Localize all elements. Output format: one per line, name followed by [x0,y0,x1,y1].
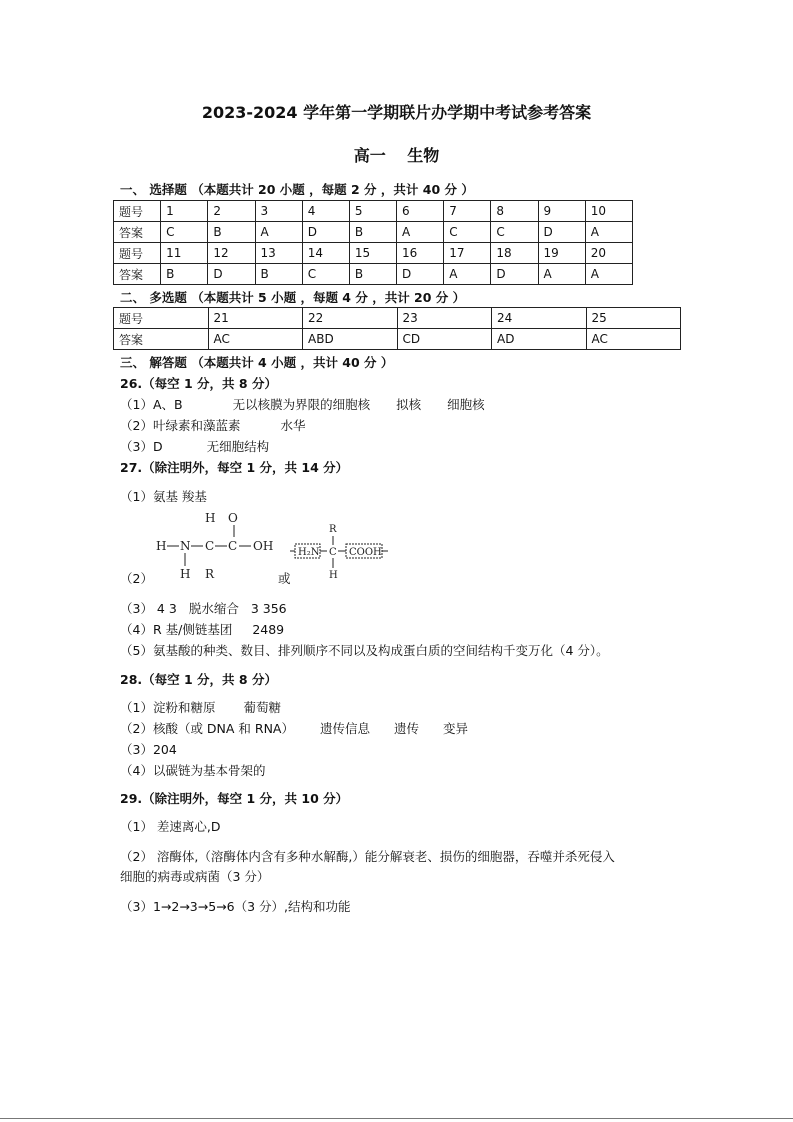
table-cell: 8 [491,201,538,222]
page-bottom-rule [0,1118,793,1119]
table-row-header: 题号 [114,243,161,264]
q27-heading: 27.（除注明外，每空 1 分，共 14 分） [120,460,349,475]
q29-heading: 29.（除注明外，每空 1 分，共 10 分） [120,791,349,806]
q28-answer-4: （4）以碳链为基本骨架的 [120,763,266,778]
table-cell: 11 [161,243,208,264]
table-row-header: 答案 [114,264,161,285]
table-cell: 22 [303,308,398,329]
table-cell: 5 [349,201,396,222]
formula-o-top: O [228,511,238,525]
table-cell: C [161,222,208,243]
section2-table [113,307,681,350]
table-cell: 20 [585,243,632,264]
table-cell: D [491,264,538,285]
q29-answer-2-line1: （2） 溶酶体,（溶酶体内含有多种水解酶,）能分解衰老、损伤的细胞器，吞噬并杀死侵入 [120,849,615,864]
formula2-r: R [329,524,337,535]
table-cell: B [349,222,396,243]
q28-answer-3: （3）204 [120,742,177,757]
table-cell: AD [492,329,587,350]
q27-answer-2-or: 或 [278,571,291,586]
q29-answer-1: （1） 差速离心,D [120,819,221,834]
q26-answer-1: （1）A、B 无以核膜为界限的细胞核 拟核 细胞核 [120,397,485,412]
table-cell: C [491,222,538,243]
table-cell: 6 [397,201,444,222]
table-cell: AC [208,329,303,350]
q27-answer-1: （1）氨基 羧基 [120,489,207,504]
table-cell: A [585,222,632,243]
table-row [114,264,633,285]
table-cell: 14 [302,243,349,264]
table-cell: 18 [491,243,538,264]
table-cell: 2 [208,201,255,222]
formula-r: R [205,567,215,581]
formula-h-top: H [205,511,216,525]
q29-answer-3: （3）1→2→3→5→6（3 分）,结构和功能 [120,899,351,914]
formula-h-bottom: H [180,567,191,581]
table-row [114,201,633,222]
table-cell: 7 [444,201,491,222]
q26-answer-3: （3）D 无细胞结构 [120,439,270,454]
q28-answer-2: （2）核酸（或 DNA 和 RNA） 遗传信息 遗传 变异 [120,721,469,736]
q28-answer-1: （1）淀粉和糖原 葡萄糖 [120,700,281,715]
table-cell: A [255,222,302,243]
table-cell: C [444,222,491,243]
table-cell: 23 [397,308,492,329]
formula-h-left: H [156,539,167,553]
table-cell: 3 [255,201,302,222]
table-cell: 1 [161,201,208,222]
q26-answer-2: （2）叶绿素和藻蓝素 水华 [120,418,306,433]
table-cell: A [444,264,491,285]
table-cell: 19 [538,243,585,264]
table-cell: B [208,222,255,243]
table-cell: CD [397,329,492,350]
table-row-header: 答案 [114,222,161,243]
q29-answer-2-line2: 细胞的病毒或病菌（3 分） [120,869,270,884]
table-cell: C [302,264,349,285]
table-cell: 21 [208,308,303,329]
table-cell: 16 [397,243,444,264]
section1-table [113,200,633,285]
q27-answer-2-label: （2） [120,571,153,586]
table-cell: 4 [302,201,349,222]
table-cell: 24 [492,308,587,329]
q27-answer-3: （3） 4 3 脱水缩合 3 356 [120,601,287,616]
table-row-header: 题号 [114,201,161,222]
table-cell: D [538,222,585,243]
q27-answer-4: （4）R 基/侧链基团 2489 [120,622,285,637]
table-cell: D [302,222,349,243]
table-cell: 17 [444,243,491,264]
formula-c-alpha: C [205,539,215,553]
table-cell: 10 [585,201,632,222]
formula2-h2n: H₂N [298,547,320,558]
table-row [114,329,681,350]
formula2-cooh: COOH [349,547,382,558]
formula-c-carboxyl: C [228,539,238,553]
q26-heading: 26.（每空 1 分，共 8 分） [120,376,277,391]
table-cell: 25 [586,308,681,329]
q28-heading: 28.（每空 1 分，共 8 分） [120,672,277,687]
amino-acid-structure-formula [150,508,400,583]
table-cell: AC [586,329,681,350]
table-cell: B [255,264,302,285]
table-row [114,308,681,329]
formula-n: N [180,539,191,553]
table-cell: 12 [208,243,255,264]
table-cell: D [397,264,444,285]
table-cell: B [161,264,208,285]
page-title: 2023-2024 学年第一学期联片办学期中考试参考答案 [201,103,592,122]
table-cell: 13 [255,243,302,264]
table-cell: ABD [303,329,398,350]
table-row [114,243,633,264]
formula2-h: H [329,570,338,581]
table-cell: B [349,264,396,285]
formula2-c: C [329,547,337,558]
table-row-header: 题号 [114,308,209,329]
table-cell: 15 [349,243,396,264]
table-cell: A [397,222,444,243]
table-cell: A [538,264,585,285]
page-subtitle: 高一 生物 [353,146,440,165]
formula-oh: OH [253,539,274,553]
table-cell: D [208,264,255,285]
table-cell: 9 [538,201,585,222]
section3-heading: 三、 解答题 （本题共计 4 小题 ，共计 40 分 ） [120,355,394,370]
table-row [114,222,633,243]
section1-heading: 一、 选择题 （本题共计 20 小题 ，每题 2 分 ，共计 40 分 ） [120,182,474,197]
table-row-header: 答案 [114,329,209,350]
section2-heading: 二、 多选题 （本题共计 5 小题 ，每题 4 分 ，共计 20 分 ） [120,290,466,305]
table-cell: A [585,264,632,285]
q27-answer-5: （5）氨基酸的种类、数目、排列顺序不同以及构成蛋白质的空间结构千变万化（4 分）。 [120,643,609,658]
